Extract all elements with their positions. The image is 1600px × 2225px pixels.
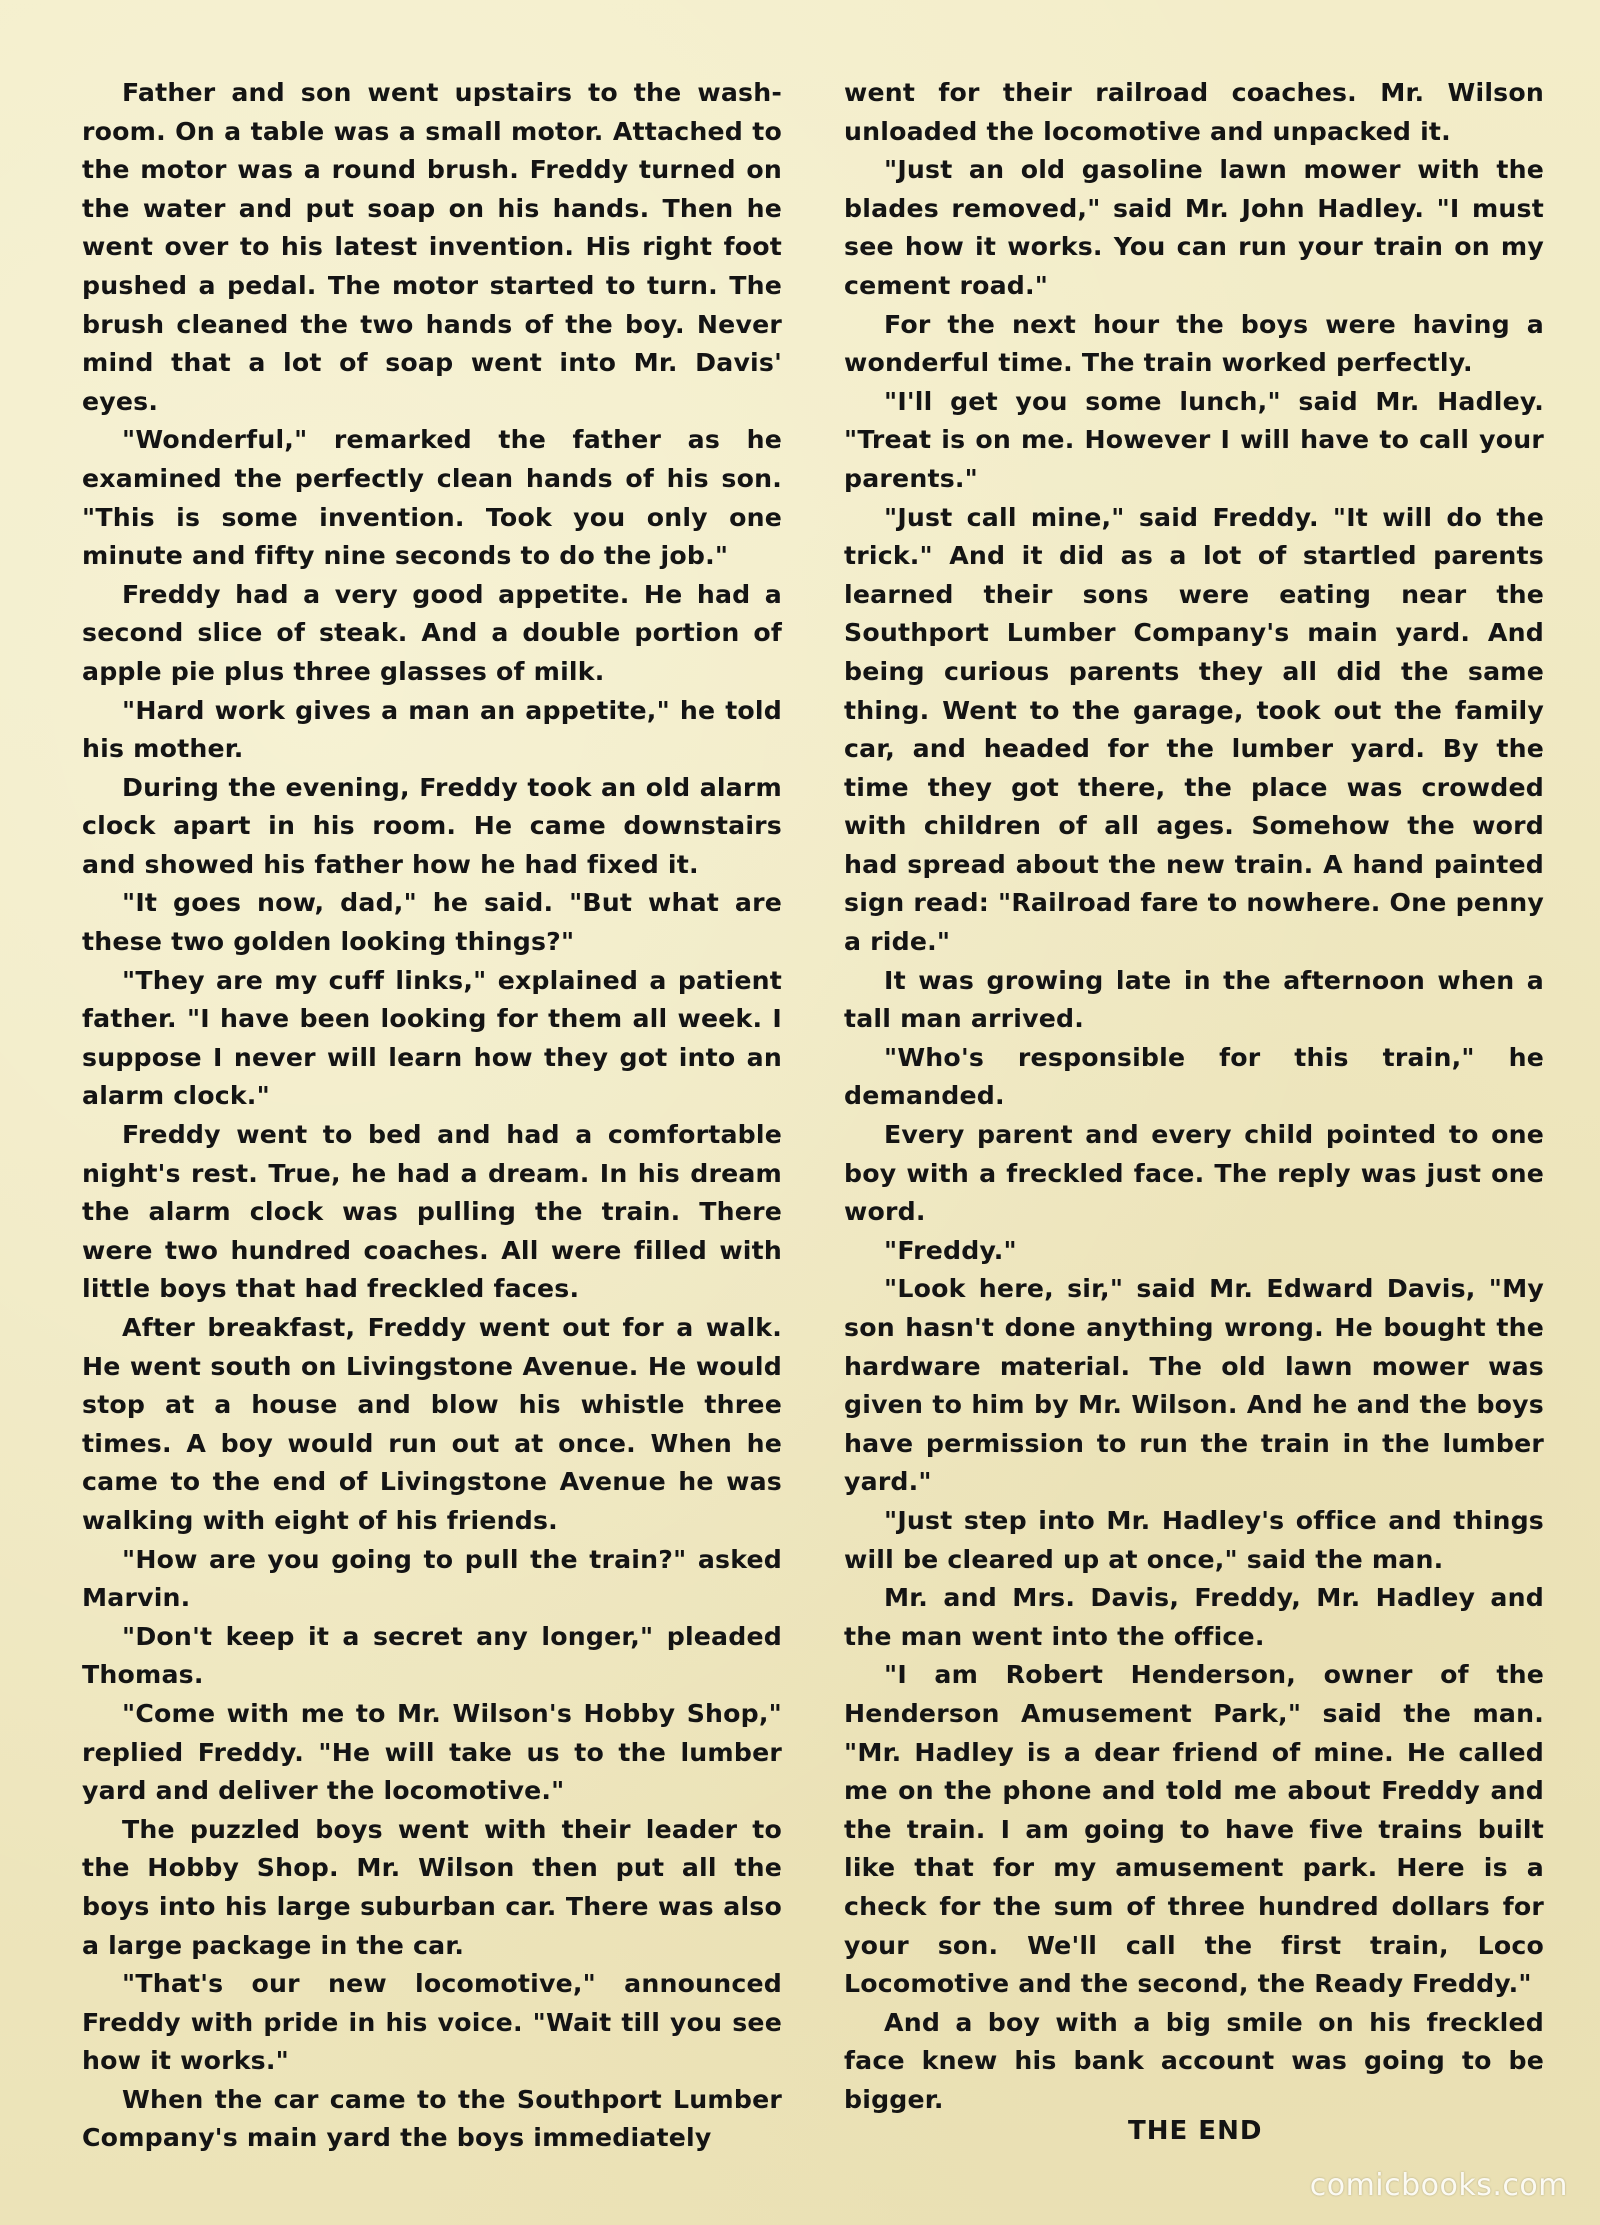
paragraph: "They are my cuff links," explained a patient father. "I have been looking for them all week. I suppose I never will learn how they got into an alarm clock." [82, 965, 782, 1111]
paragraph: After breakfast, Freddy went out for a walk. He went south on Livingstone Avenue. He would stop at a house and blow his whistle three times. A boy would run out at once. When he came to the end of Livingstone Avenue he was walking with eight of his friends. [82, 1313, 782, 1535]
paragraph: It was growing late in the afternoon when a tall man arrived. [844, 965, 1544, 1034]
paragraph: Father and son went upstairs to the wash-room. On a table was a small motor. Attached to the motor was a round brush. Freddy turned on the water and put soap on his hands. Then he went over to his latest invention. His right foot pushed a pedal. The motor started to turn. The brush cleaned the two hands of the boy. Never mind that a lot of soap went into Mr. Davis' eyes. [82, 78, 782, 416]
paragraph: "Freddy." [884, 1235, 1017, 1265]
paragraph: "I am Robert Henderson, owner of the Henderson Amusement Park," said the man. "Mr. Hadley is a dear friend of mine. He called me on the phone and told me about Freddy and the train. I am going to have five trains built like that for my amusement park. Here is a check for the sum of three hundred dollars for your son. We'll call the first train, Loco Locomotive and the second, the Ready Freddy." [844, 1660, 1544, 1999]
paragraph: "It goes now, dad," he said. "But what are these two golden looking things?" [82, 888, 782, 957]
paragraph: "Who's responsible for this train," he demanded. [844, 1042, 1544, 1111]
paragraph: "How are you going to pull the train?" asked Marvin. [82, 1544, 782, 1613]
paragraph: "That's our new locomotive," announced Freddy with pride in his voice. "Wait till you see how it works." [82, 1969, 782, 2076]
paragraph: "Just call mine," said Freddy. "It will do the trick." And it did as a lot of startled parents learned their sons were eating near the Southport Lumber Company's main yard. And being curious parents they all did the same thing. Went to the garage, took out the family car, and headed for the lumber yard. By the time they got there, the place was crowded with children of all ages. Somehow the word had spread about the new train. A hand painted sign read: "Railroad fare to nowhere. One penny a ride." [844, 502, 1544, 957]
right-text-column [844, 74, 1544, 2119]
paragraph: When the car came to the Southport Lumber Company's main yard the boys immediately [82, 2084, 782, 2153]
paragraph: The puzzled boys went with their leader to the Hobby Shop. Mr. Wilson then put all the boys into his large suburban car. There was also a large package in the car. [82, 1814, 782, 1960]
watermark: comicbooks.com [1309, 2168, 1568, 2203]
the-end-label: THE END [1128, 2116, 1263, 2146]
paragraph: For the next hour the boys were having a wonderful time. The train worked perfectly. [844, 309, 1544, 378]
paragraph: "Just an old gasoline lawn mower with the blades removed," said Mr. John Hadley. "I must see how it works. You can run your train on my cement road." [844, 155, 1544, 300]
left-text-column [82, 74, 782, 2158]
paragraph: Freddy had a very good appetite. He had a second slice of steak. And a double portion of apple pie plus three glasses of milk. [82, 579, 782, 686]
paragraph: "Wonderful," remarked the father as he examined the perfectly clean hands of his son. "This is some invention. Took you only one minute and fifty nine seconds to do the job." [82, 425, 782, 571]
paragraph: "Look here, sir," said Mr. Edward Davis, "My son hasn't done anything wrong. He bought the hardware material. The old lawn mower was given to him by Mr. Wilson. And he and the boys have permission to run the train in the lumber yard." [844, 1274, 1544, 1497]
paragraph: Freddy went to bed and had a comfortable night's rest. True, he had a dream. In his dream the alarm clock was pulling the train. There were two hundred coaches. All were filled with little boys that had freckled faces. [82, 1120, 782, 1304]
paragraph: Mr. and Mrs. Davis, Freddy, Mr. Hadley and the man went into the office. [844, 1583, 1544, 1651]
paragraph: "Come with me to Mr. Wilson's Hobby Shop," replied Freddy. "He will take us to the lumber yard and deliver the locomotive." [82, 1698, 782, 1806]
paragraph: "Don't keep it a secret any longer," pleaded Thomas. [82, 1621, 782, 1690]
paragraph: "I'll get you some lunch," said Mr. Hadley. "Treat is on me. However I will have to call your parents." [844, 386, 1544, 493]
paragraph: And a boy with a big smile on his freckled face knew his bank account was going to be bigger. [844, 2007, 1544, 2114]
paragraph: During the evening, Freddy took an old alarm clock apart in his room. He came downstairs and showed his father how he had fixed it. [82, 772, 782, 879]
paragraph: Every parent and every child pointed to one boy with a freckled face. The reply was just one word. [844, 1120, 1544, 1227]
paragraph: "Hard work gives a man an appetite," he told his mother. [82, 695, 782, 764]
paragraph-continued: went for their railroad coaches. Mr. Wilson unloaded the locomotive and unpacked it. [844, 78, 1544, 146]
paragraph: "Just step into Mr. Hadley's office and things will be cleared up at once," said the man. [844, 1505, 1544, 1574]
